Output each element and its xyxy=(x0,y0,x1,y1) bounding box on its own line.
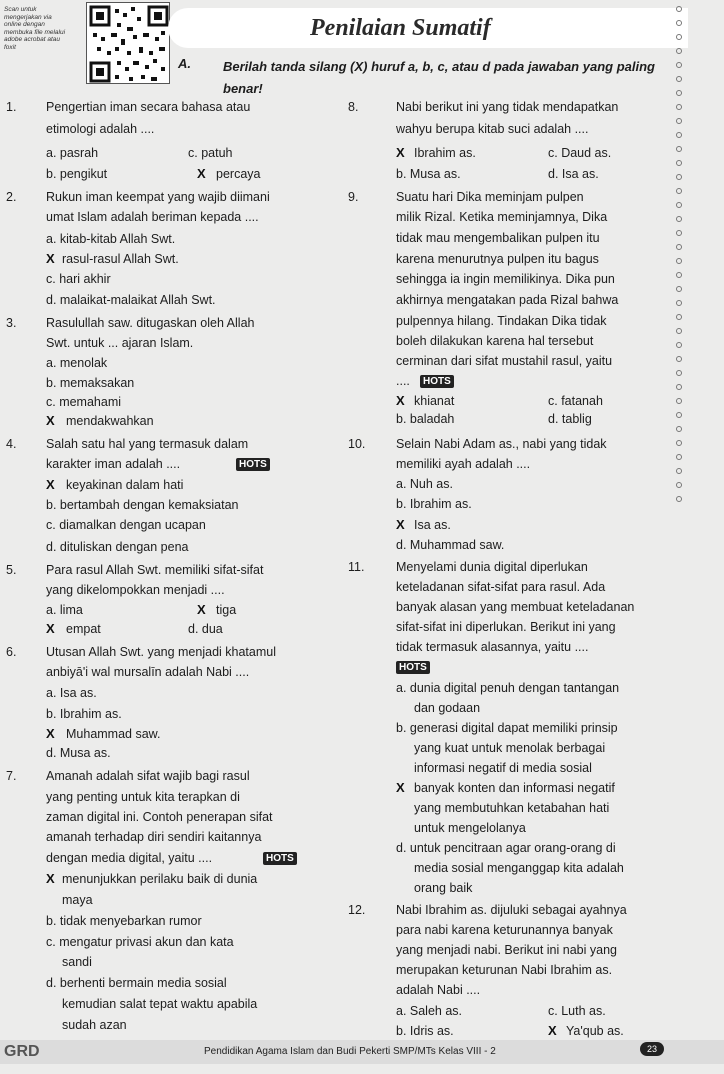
question-text: yang dikelompokkan menjadi .... xyxy=(46,583,225,597)
question-text: sehingga ia ingin memilikinya. Dika pun xyxy=(396,272,615,286)
question-text: Rasulullah saw. ditugaskan oleh Allah xyxy=(46,316,255,330)
answer-option[interactable]: a. menolak xyxy=(46,356,108,370)
question-number: 6. xyxy=(6,645,17,659)
cross-mark-icon: X xyxy=(197,602,206,617)
answer-option[interactable]: rasul-rasul Allah Swt. xyxy=(62,252,179,266)
question-number: 1. xyxy=(6,100,17,114)
answer-option[interactable]: keyakinan dalam hati xyxy=(66,478,184,492)
question-text: karena menurutnya pulpen itu bagus xyxy=(396,252,599,266)
question-text: Utusan Allah Swt. yang menjadi khatamul xyxy=(46,645,276,659)
question-number: 5. xyxy=(6,563,17,577)
answer-option[interactable]: c. fatanah xyxy=(548,394,603,408)
footer-text: Pendidikan Agama Islam dan Budi Pekerti SMP/MTs Kelas VIII - 2 xyxy=(204,1046,496,1057)
question-text: pulpennya hilang. Tindakan Dika tidak xyxy=(396,314,607,328)
cross-mark-icon: X xyxy=(46,413,55,428)
answer-option[interactable]: a. lima xyxy=(46,603,83,617)
answer-option[interactable]: b. Ibrahim as. xyxy=(396,497,472,511)
answer-option[interactable]: mendakwahkan xyxy=(66,414,154,428)
answer-option[interactable]: d. Isa as. xyxy=(548,167,599,181)
hots-badge: HOTS xyxy=(236,458,270,471)
question-text: tidak termasuk alasannya, yaitu .... xyxy=(396,640,589,654)
answer-option[interactable]: d. untuk pencitraan agar orang-orang di xyxy=(396,841,616,855)
answer-option[interactable]: untuk mengelolanya xyxy=(414,821,526,835)
answer-option[interactable]: d. dituliskan dengan pena xyxy=(46,540,189,554)
answer-option[interactable]: b. Ibrahim as. xyxy=(46,707,122,721)
answer-option[interactable]: c. mengatur privasi akun dan kata xyxy=(46,935,234,949)
question-text: keteladanan sifat-sifat para rasul. Ada xyxy=(396,580,606,594)
answer-option[interactable]: b. generasi digital dapat memiliki prinsip xyxy=(396,721,618,735)
answer-option[interactable]: c. Daud as. xyxy=(548,146,612,160)
cross-mark-icon: X xyxy=(46,621,55,636)
question-text: Rukun iman keempat yang wajib diimani xyxy=(46,190,270,204)
scan-note: Scan untuk mengerjakan via online dengan membuka file melalui adobe acrobat atau foxit xyxy=(4,6,66,51)
question-text: umat Islam adalah beriman kepada .... xyxy=(46,210,259,224)
question-text: para nabi karena keturunannya banyak xyxy=(396,923,613,937)
question-text: etimologi adalah .... xyxy=(46,122,155,136)
question-text: sifat-sifat ini diperlukan. Berikut ini yang xyxy=(396,620,616,634)
hots-badge: HOTS xyxy=(420,375,454,388)
hots-badge: HOTS xyxy=(263,852,297,865)
answer-option[interactable]: b. baladah xyxy=(396,412,455,426)
question-text: Selain Nabi Adam as., nabi yang tidak xyxy=(396,437,607,451)
cross-mark-icon: X xyxy=(46,477,55,492)
answer-option[interactable]: d. Musa as. xyxy=(46,746,111,760)
answer-option[interactable]: Isa as. xyxy=(414,518,451,532)
question-text: adalah Nabi .... xyxy=(396,983,481,997)
question-text: amanah terhadap diri sendiri kaitannya xyxy=(46,830,262,844)
question-number: 9. xyxy=(348,190,359,204)
question-number: 2. xyxy=(6,190,17,204)
answer-option[interactable]: c. hari akhir xyxy=(46,272,111,286)
cross-mark-icon: X xyxy=(396,780,405,795)
question-text: Suatu hari Dika meminjam pulpen xyxy=(396,190,584,204)
answer-option[interactable]: b. bertambah dengan kemaksiatan xyxy=(46,498,239,512)
question-number: 10. xyxy=(348,437,366,451)
answer-option[interactable]: khianat xyxy=(414,394,455,408)
answer-option[interactable]: d. tablig xyxy=(548,412,592,426)
question-text: Salah satu hal yang termasuk dalam xyxy=(46,437,249,451)
section-instruction: Berilah tanda silang (X) huruf a, b, c, atau d pada jawaban yang paling benar! xyxy=(223,59,655,96)
question-text: tidak mau mengembalikan pulpen itu xyxy=(396,231,600,245)
question-number: 4. xyxy=(6,437,17,451)
cross-mark-icon: X xyxy=(548,1023,557,1038)
question-text: cerminan dari sifat mustahil rasul, yaitu xyxy=(396,354,613,368)
question-text: merupakan keturunan Nabi Ibrahim as. xyxy=(396,963,613,977)
cross-mark-icon: X xyxy=(396,393,405,408)
question-number: 3. xyxy=(6,316,17,330)
cross-mark-icon: X xyxy=(396,145,405,160)
answer-option[interactable]: yang kuat untuk menolak berbagai xyxy=(414,741,606,755)
question-text: Swt. untuk ... ajaran Islam. xyxy=(46,336,194,350)
answer-option[interactable]: a. kitab-kitab Allah Swt. xyxy=(46,232,176,246)
question-text: yang penting untuk kita terapkan di xyxy=(46,790,240,804)
answer-option[interactable]: d. berhenti bermain media sosial xyxy=(46,976,227,990)
answer-option[interactable]: tiga xyxy=(216,603,237,617)
question-text: zaman digital ini. Contoh penerapan sifat xyxy=(46,810,273,824)
question-number: 11. xyxy=(348,560,365,574)
answer-option[interactable]: kemudian salat tepat waktu apabila xyxy=(62,997,258,1011)
answer-option[interactable]: b. Musa as. xyxy=(396,167,461,181)
answer-option[interactable]: sandi xyxy=(62,955,92,969)
answer-option[interactable]: d. Muhammad saw. xyxy=(396,538,505,552)
question-text: wahyu berupa kitab suci adalah .... xyxy=(396,122,589,136)
question-text: Nabi Ibrahim as. dijuluki sebagai ayahnya xyxy=(396,903,627,917)
answer-option[interactable]: yang membutuhkan ketabahan hati xyxy=(414,801,610,815)
page-title: Penilaian Sumatif xyxy=(310,15,491,41)
answer-option[interactable]: a. pasrah xyxy=(46,146,99,160)
question-text: Menyelami dunia digital diperlukan xyxy=(396,560,588,574)
question-text: .... xyxy=(396,374,410,388)
answer-option[interactable]: b. Idris as. xyxy=(396,1024,454,1038)
cross-mark-icon: X xyxy=(396,517,405,532)
question-text: banyak alasan yang membuat keteladanan xyxy=(396,600,635,614)
answer-option[interactable]: Muhammad saw. xyxy=(66,727,161,741)
answer-option[interactable]: a. Saleh as. xyxy=(396,1004,463,1018)
answer-option[interactable]: a. Isa as. xyxy=(46,686,97,700)
answer-option[interactable]: Ibrahim as. xyxy=(414,146,476,160)
qr-code-icon[interactable] xyxy=(86,2,170,84)
cross-mark-icon: X xyxy=(46,871,55,886)
answer-option[interactable]: b. pengikut xyxy=(46,167,108,181)
hots-badge: HOTS xyxy=(396,661,430,674)
answer-option[interactable]: empat xyxy=(66,622,101,636)
answer-option[interactable]: banyak konten dan informasi negatif xyxy=(414,781,615,795)
question-text: memiliki ayah adalah .... xyxy=(396,457,531,471)
answer-option[interactable]: percaya xyxy=(216,167,261,181)
cross-mark-icon: X xyxy=(197,166,206,181)
question-text: yang menjadi nabi. Berikut ini nabi yang xyxy=(396,943,617,957)
question-number: 12. xyxy=(348,903,366,917)
answer-option[interactable]: c. memahami xyxy=(46,395,122,409)
question-text: Amanah adalah sifat wajib bagi rasul xyxy=(46,769,250,783)
question-text: Para rasul Allah Swt. memiliki sifat-sifat xyxy=(46,563,264,577)
answer-option[interactable]: c. Luth as. xyxy=(548,1004,606,1018)
answer-option[interactable]: c. patuh xyxy=(188,146,233,160)
question-text: boleh dilakukan karena hal tersebut xyxy=(396,334,594,348)
question-text: karakter iman adalah .... xyxy=(46,457,181,471)
question-text: Nabi berikut ini yang tidak mendapatkan xyxy=(396,100,619,114)
question-text: dengan media digital, yaitu .... xyxy=(46,851,213,865)
section-letter: A. xyxy=(178,56,191,71)
answer-option[interactable]: maya xyxy=(62,893,93,907)
page-number: 23 xyxy=(640,1042,664,1056)
answer-option[interactable]: Ya'qub as. xyxy=(566,1024,624,1038)
cross-mark-icon: X xyxy=(46,251,55,266)
answer-option[interactable]: c. diamalkan dengan ucapan xyxy=(46,518,206,532)
answer-option[interactable]: b. memaksakan xyxy=(46,376,135,390)
answer-option[interactable]: a. dunia digital penuh dengan tantangan xyxy=(396,681,620,695)
answer-option[interactable]: dan godaan xyxy=(414,701,481,715)
question-text: anbiyā'i wal mursalīn adalah Nabi .... xyxy=(46,665,250,679)
answer-option[interactable]: menunjukkan perilaku baik di dunia xyxy=(62,872,258,886)
answer-option[interactable]: sudah azan xyxy=(62,1018,127,1032)
answer-option[interactable]: d. dua xyxy=(188,622,223,636)
question-number: 7. xyxy=(6,769,17,783)
question-number: 8. xyxy=(348,100,359,114)
answer-option[interactable]: a. Nuh as. xyxy=(396,477,453,491)
question-text: Pengertian iman secara bahasa atau xyxy=(46,100,251,114)
publisher-logo: GRD xyxy=(4,1043,40,1060)
answer-option[interactable]: informasi negatif di media sosial xyxy=(414,761,592,775)
answer-option[interactable]: orang baik xyxy=(414,881,473,895)
answer-option[interactable]: b. tidak menyebarkan rumor xyxy=(46,914,202,928)
question-text: milik Rizal. Ketika meminjamnya, Dika xyxy=(396,210,608,224)
answer-option[interactable]: d. malaikat-malaikat Allah Swt. xyxy=(46,293,216,307)
cross-mark-icon: X xyxy=(46,726,55,741)
answer-option[interactable]: media sosial menganggap kita adalah xyxy=(414,861,624,875)
question-text: akhirnya mengatakan pada Rizal bahwa xyxy=(396,293,619,307)
